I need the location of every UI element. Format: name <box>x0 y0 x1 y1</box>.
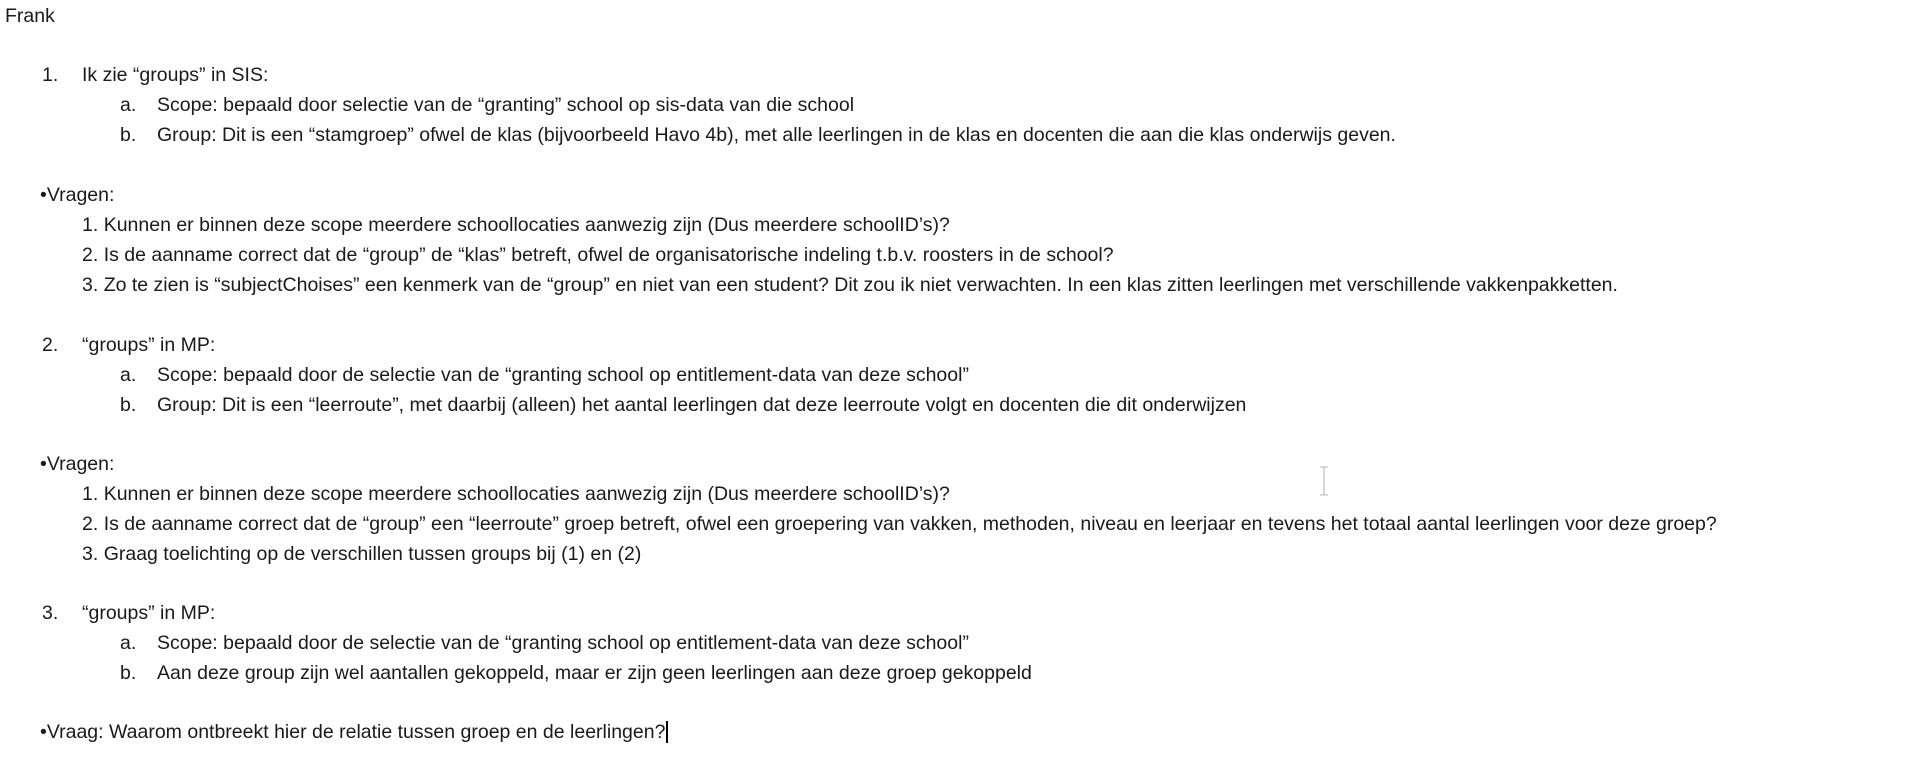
question-number: 2. <box>82 244 99 266</box>
item-text: Aan deze group zijn wel aantallen gekoppeld, maar er zijn geen leerlingen aan deze groep gekoppeld <box>157 662 1032 684</box>
question-text: Kunnen er binnen deze scope meerdere schoollocaties aanwezig zijn (Dus meerdere schoolID’s)? <box>103 214 950 236</box>
bullet-icon: • <box>40 453 47 475</box>
question-text: Zo te zien is “subjectChoises” een kenmerk van de “group” en niet van een student? Dit zou ik niet verwachten. In een klas zitten leerlingen met verschillende vakkenpakketten. <box>103 274 1618 296</box>
question-number: 2. <box>82 513 99 535</box>
question-item <box>82 273 1618 297</box>
question-item <box>82 512 1717 536</box>
item-text: Group: Dit is een “stamgroep” ofwel de klas (bijvoorbeeld Havo 4b), met alle leerlingen in de klas en docenten die aan die klas onderwijs geven. <box>157 124 1396 146</box>
question-text: Vraag: Waarom ontbreekt hier de relatie tussen groep en de leerlingen? <box>46 721 666 743</box>
item-letter: b. <box>120 662 137 684</box>
question-number: 1. <box>82 214 99 236</box>
item-text: Group: Dit is een “leerroute”, met daarbij (alleen) het aantal leerlingen dat deze leerroute volgt en docenten die dit onderwijzen <box>157 394 1247 416</box>
item-letter: b. <box>120 394 137 416</box>
question-text: Is de aanname correct dat de “group” de “klas” betreft, ofwel de organisatorische indeling t.b.v. roosters in de school? <box>103 244 1114 266</box>
questions-label: Vragen: <box>46 453 115 475</box>
section-number: 3. <box>42 602 59 624</box>
section-number: 1. <box>42 64 59 86</box>
question-item <box>82 482 950 506</box>
item-letter: b. <box>120 124 137 146</box>
questions-heading <box>40 183 114 207</box>
question-number: 1. <box>82 483 99 505</box>
question-single[interactable] <box>40 720 668 744</box>
item-text: Scope: bepaald door de selectie van de “granting school op entitlement-data van deze school” <box>157 364 969 386</box>
section-number: 2. <box>42 334 59 356</box>
question-number: 3. <box>82 543 99 565</box>
question-item <box>82 542 641 566</box>
section-title: Ik zie “groups” in SIS: <box>82 64 269 86</box>
question-item <box>82 213 950 237</box>
question-text: Is de aanname correct dat de “group” een “leerroute” groep betreft, ofwel een groepering van vakken, methoden, niveau en leerjaar en tevens het totaal aantal leerlingen voor deze groep? <box>103 513 1717 535</box>
question-text: Graag toelichting op de verschillen tussen groups bij (1) en (2) <box>103 543 642 565</box>
bullet-icon: • <box>40 184 47 206</box>
question-number: 3. <box>82 274 99 296</box>
questions-heading <box>40 452 114 476</box>
question-item <box>82 243 1114 267</box>
questions-label: Vragen: <box>46 184 115 206</box>
text-cursor <box>666 721 668 743</box>
item-text: Scope: bepaald door selectie van de “granting” school op sis-data van die school <box>157 94 855 116</box>
item-text: Scope: bepaald door de selectie van de “granting school op entitlement-data van deze school” <box>157 632 969 654</box>
section-title: “groups” in MP: <box>82 602 216 624</box>
section-title: “groups” in MP: <box>82 334 216 356</box>
document-author: Frank <box>5 5 55 27</box>
item-letter: a. <box>120 94 137 116</box>
bullet-icon: • <box>40 721 47 743</box>
item-letter: a. <box>120 632 137 654</box>
question-text: Kunnen er binnen deze scope meerdere schoollocaties aanwezig zijn (Dus meerdere schoolID’s)? <box>103 483 950 505</box>
ibeam-cursor-icon <box>1318 466 1330 496</box>
item-letter: a. <box>120 364 137 386</box>
